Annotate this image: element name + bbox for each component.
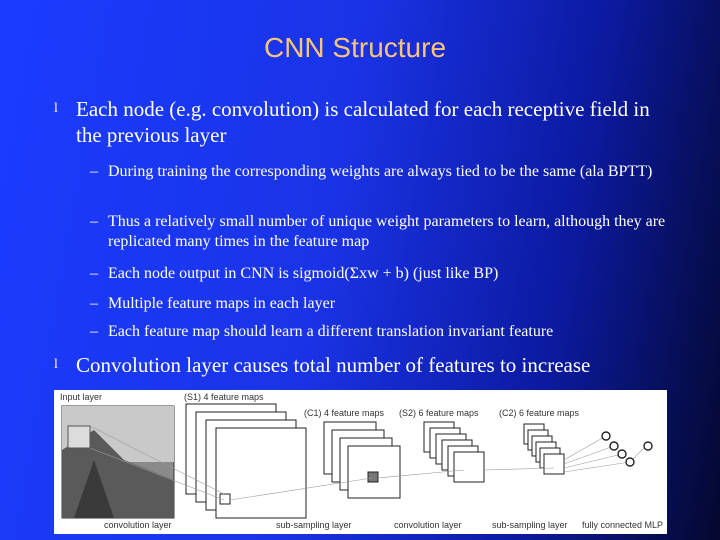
dash-glyph: – (90, 323, 98, 340)
dash-glyph: – (90, 265, 98, 282)
bullet-1-text: Each node (e.g. convolution) is calculated for each receptive field in the previous layer (76, 97, 650, 147)
sub-bullet-2-text: Thus a relatively small number of unique weight parameters to learn, although they are replicated many times in the feature map (108, 213, 666, 250)
sub-bullet-5-text: Each feature map should learn a different translation invariant feature (108, 323, 554, 340)
mlp-nodes (602, 432, 652, 466)
sub-bullet-3-text: Each node output in CNN is sigmoid(Σxw + b) (just like BP) (108, 265, 499, 282)
figure-top-label: (C2) 6 feature maps (499, 408, 580, 418)
figure-bottom-label: convolution layer (394, 520, 462, 530)
figure-bottom-label: sub-sampling layer (276, 520, 352, 530)
figure-top-label: (S1) 4 feature maps (184, 392, 264, 402)
figure-top-label: (C1) 4 feature maps (304, 408, 385, 418)
c2-feature-maps (524, 424, 564, 474)
bullet-2-text: Convolution layer causes total number of features to increase (76, 353, 591, 377)
bullet-glyph: l (54, 101, 58, 116)
bullet-glyph: l (54, 357, 58, 372)
dash-glyph: – (90, 295, 98, 312)
figure-top-label: Input layer (60, 392, 103, 402)
s1-feature-maps (186, 404, 306, 518)
figure-bottom-label: sub-sampling layer (492, 520, 568, 530)
sub-bullet-4-text: Multiple feature maps in each layer (108, 295, 336, 312)
c1-feature-maps (324, 422, 400, 498)
figure-bottom-label: fully connected MLP (582, 520, 664, 530)
dash-glyph: – (90, 163, 98, 180)
input-image (62, 406, 174, 518)
dash-glyph: – (90, 213, 98, 230)
slide-title: CNN Structure (263, 32, 447, 63)
figure-bottom-label: convolution layer (104, 520, 172, 530)
cnn-diagram (54, 390, 667, 534)
cnn-diagram-svg (54, 390, 667, 534)
sub-bullet-1-text: During training the corresponding weights are always tied to be the same (ala BPTT) (108, 163, 653, 180)
figure-top-label: (S2) 6 feature maps (399, 408, 479, 418)
